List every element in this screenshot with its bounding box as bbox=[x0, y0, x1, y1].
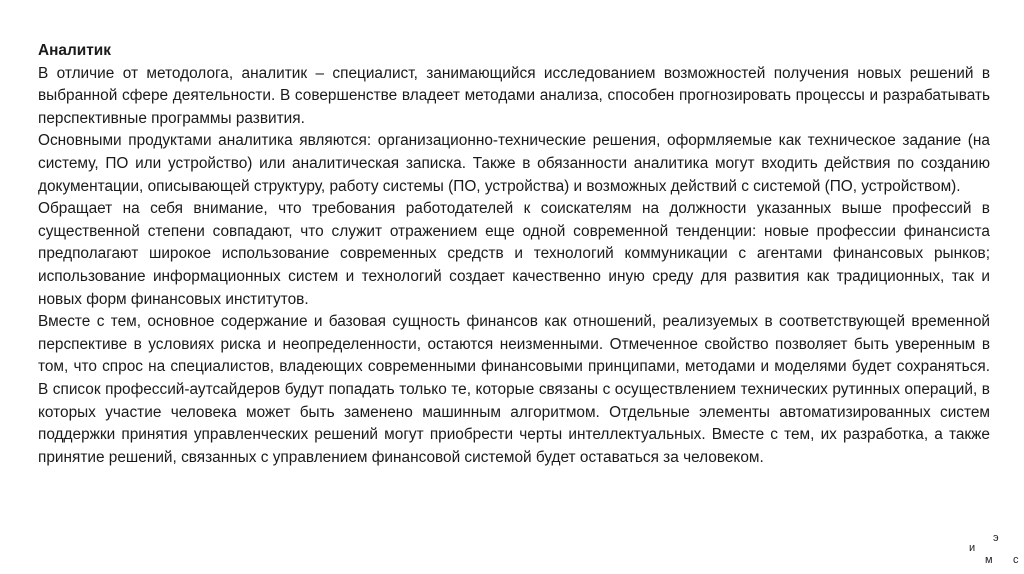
slide-content bbox=[38, 40, 990, 469]
logo-letter: и bbox=[969, 542, 976, 554]
paragraph: Основными продуктами аналитика являются: организационно-технические решения, оформляемые как техническое задание (на систему, ПО или устройство) или аналитическая записка. Также в обязанности аналитика могут входить действия по созданию документации, описывающей структуру, работу системы (ПО, устройства) и возможных действий с системой (ПО, устройством). bbox=[38, 132, 990, 195]
paragraph: В отличие от методолога, аналитик – специалист, занимающийся исследованием возможностей получения новых решений в выбранной сфере деятельности. В совершенстве владеет методами анализа, способен прогнозировать процессы и разрабатывать перспективные программы развития. bbox=[38, 64, 990, 127]
section-heading: Аналитик bbox=[38, 42, 111, 59]
paragraph: Обращает на себя внимание, что требования работодателей к соискателям на должности указанных выше профессий в существенной степени совпадают, что служит отражением еще одной современной тенденции: новые профессии финансиста предполагают широкое использование современных средств и технологий коммуникации с агентами финансовых рынков; использование информационных систем и технологий создает качественно иную среду для развития как традиционных, так и новых форм финансовых институтов. bbox=[38, 200, 990, 308]
logo-letter: э bbox=[993, 532, 999, 544]
logo-letter: м bbox=[985, 554, 993, 566]
paragraph: Вместе с тем, основное содержание и базовая сущность финансов как отношений, реализуемых в соответствующей временной перспективе в условиях риска и неопределенности, остаются неизменными. Отмеченное свойство позволяет быть уверенным в том, что спрос на специалистов, владеющих современными финансовыми принципами, методами и моделями будет сохраняться. В список профессий-аутсайдеров будут попадать только те, которые связаны с осуществлением технических рутинных операций, в которых участие человека может быть заменено машинным алгоритмом. Отдельные элементы автоматизированных систем поддержки принятия управленческих решений могут приобрести черты интеллектуальных. Вместе с тем, их разработка, а также принятие решений, связанных с управлением финансовой системой будет оставаться за человеком. bbox=[38, 313, 990, 466]
institute-logo bbox=[963, 532, 1023, 572]
logo-letter: с bbox=[1013, 554, 1019, 566]
